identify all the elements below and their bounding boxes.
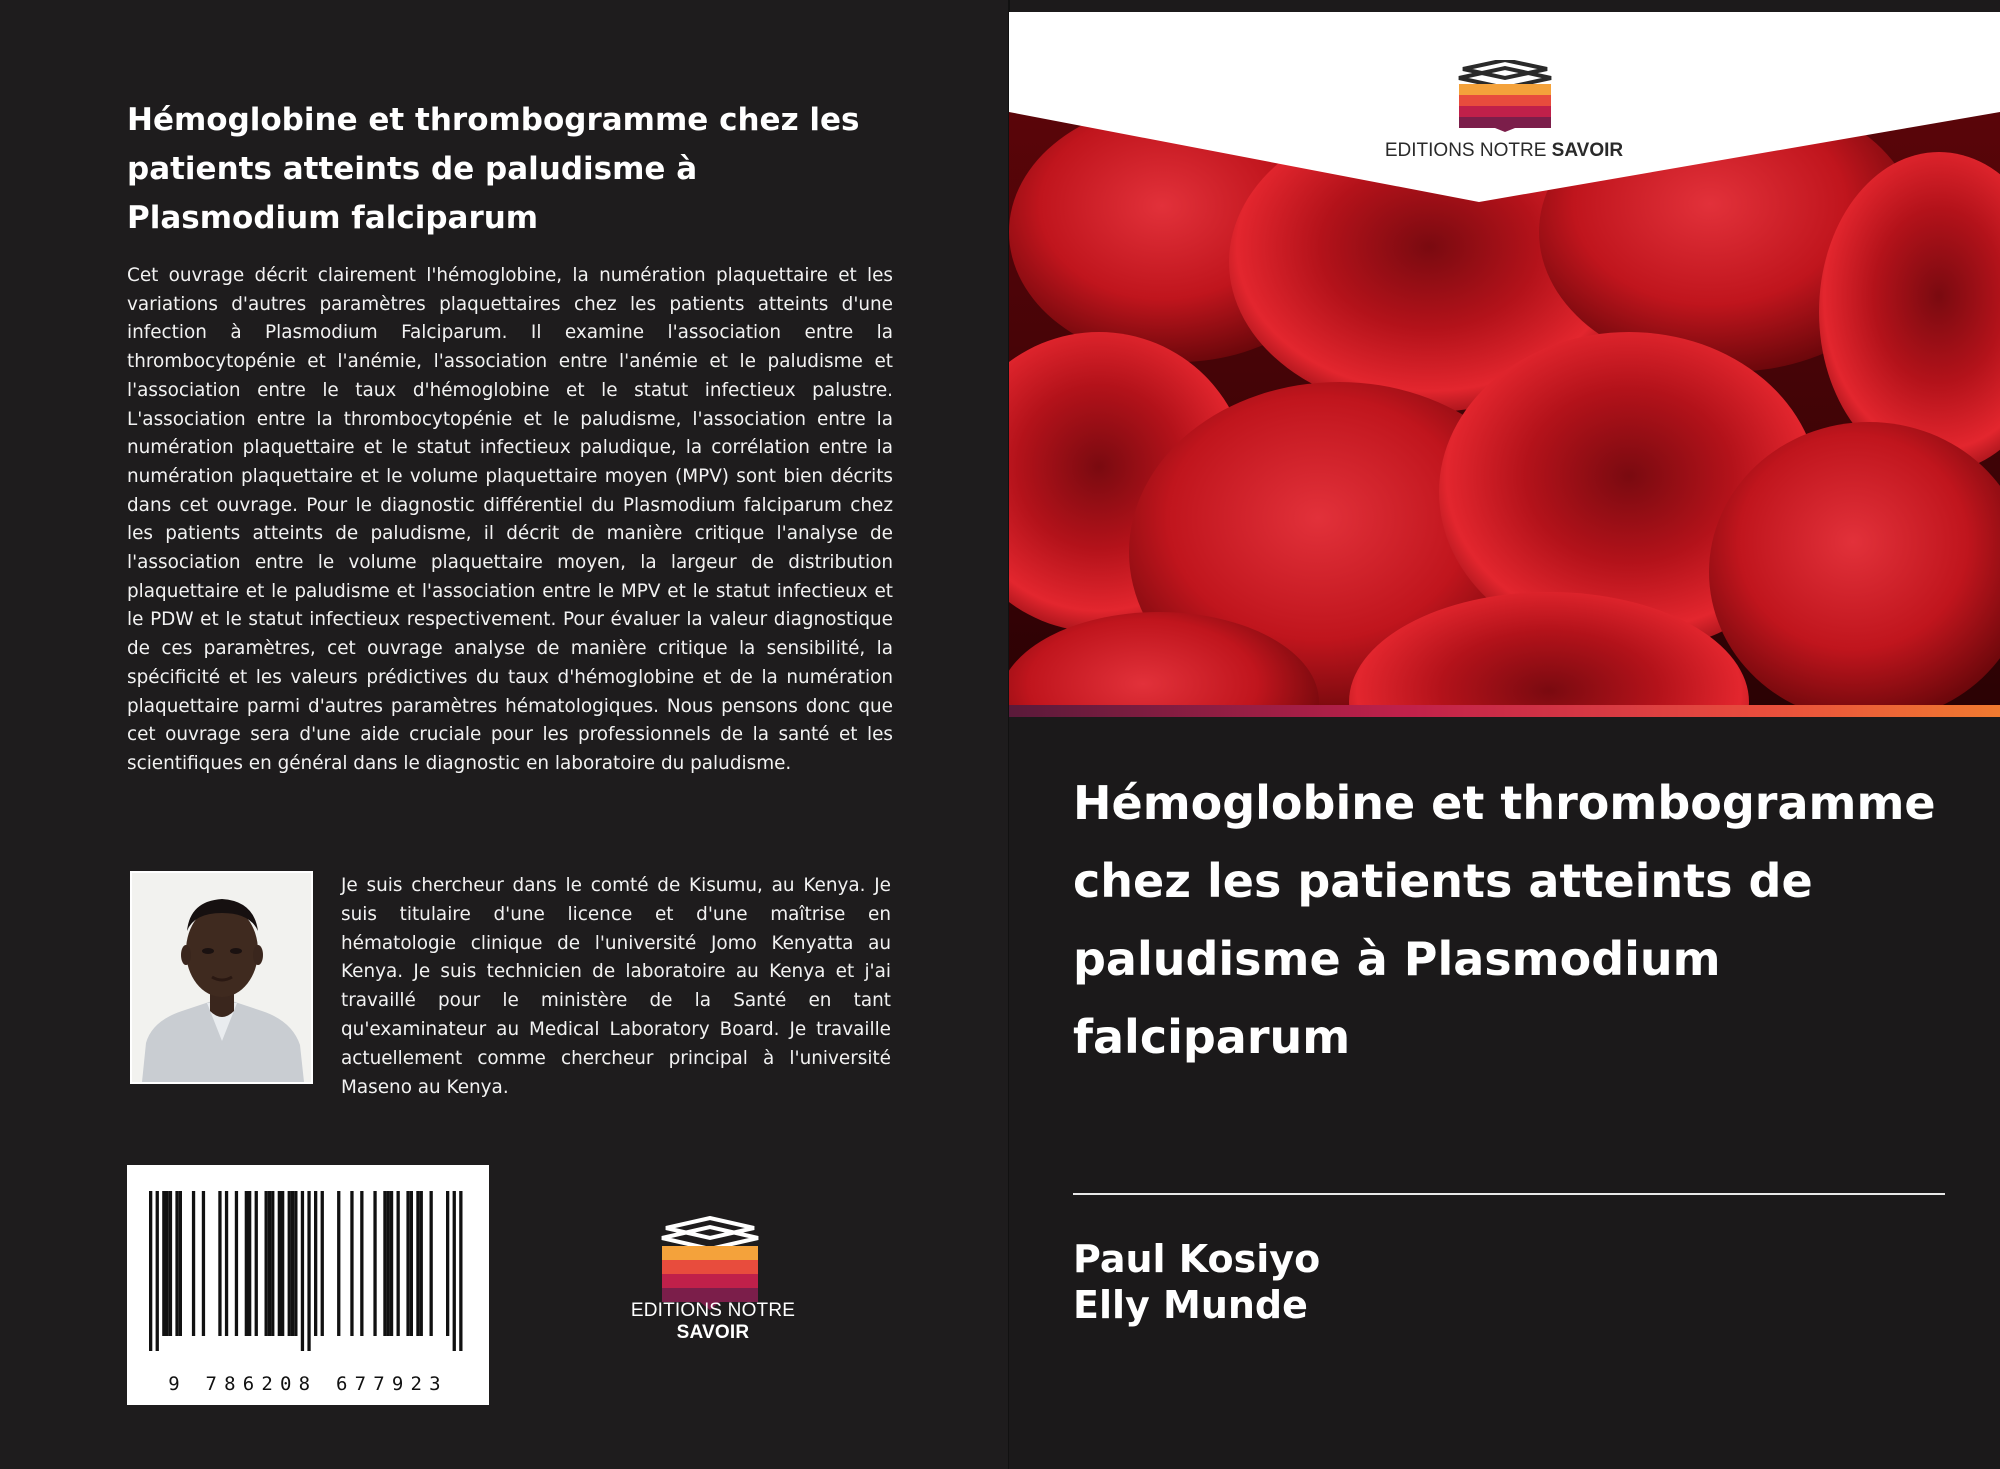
publisher-name-front: EDITIONS NOTRE SAVOIR [1384,140,1624,161]
barcode-bar [373,1191,376,1336]
book-description: Cet ouvrage décrit clairement l'hémoglobine, la numération plaquettaire et les variations d'autres paramètres plaquettaires chez les patients atteints d'une infection à Plasmodium Falciparum. Il examine l'association entre la thrombocytopénie et l'anémie, l'association entre l'anémie et le paludisme et l'association entre le taux d'hémoglobine et le statut infectieux palustre. L'association entre la thrombocytopénie et le paludisme, l'association entre la numération plaquettaire et le statut infectieux paludique, la corrélation entre la numération plaquettaire et le volume plaquettaire moyen (MPV) sont bien décrits dans cet ouvrage. Pour le diagnostic différentiel du Plasmodium falciparum chez les patients atteints de paludisme, il décrit de manière critique l'analyse de l'association entre le volume plaquettaire moyen, la largeur de distribution plaquettaire et le paludisme et l'association entre le MPV et le statut infectieux et le PDW et le statut infectieux respectivement. Pour évaluer la valeur diagnostique de ces paramètres, cet ouvrage analyse de manière critique la sensibilité, la spécificité et les valeurs prédictives du taux d'hémoglobine et de la numération plaquettaire parmi d'autres paramètres hématologiques. Nous pensons donc que cet ouvrage sera d'une aide cruciale pour les professionnels de la santé et les scientifiques en général dans le diagnostic en laboratoire du paludisme. [127,265,893,774]
barcode-bar [162,1191,165,1336]
author-name-2: Elly Munde [1073,1283,1308,1327]
barcode-bar [288,1191,291,1336]
barcode-bar [175,1191,178,1336]
barcode-bar [202,1191,205,1336]
author-photo [130,871,313,1084]
author-portrait [132,873,311,1082]
front-cover [1009,12,2000,1469]
barcode-bar [420,1191,423,1336]
barcode-bar [271,1191,274,1336]
barcode-bar [149,1191,152,1351]
barcode-bar [179,1191,182,1336]
publisher-logo-front [1457,60,1553,132]
barcode-bar [291,1191,294,1336]
barcode-bar [350,1191,353,1336]
barcode-bar [406,1191,409,1336]
back-cover-title: Hémoglobine et thrombogramme chez les patients atteints de paludisme à Plasmodium falciparum [127,102,860,236]
barcode-bar [337,1191,340,1336]
barcode-bar [245,1191,248,1336]
author-name-1: Paul Kosiyo [1073,1237,1321,1281]
front-cover-title: Hémoglobine et thrombogramme chez les patients atteints de paludisme à Plasmodium falciparum [1073,776,1936,1064]
barcode-bar [321,1191,324,1336]
barcode-bar [430,1191,433,1336]
barcode-bar [446,1191,449,1336]
barcode-bar [281,1191,284,1336]
barcode-bar [248,1191,251,1336]
barcode-bar [192,1191,195,1336]
barcode-bar [360,1191,363,1336]
barcode-bar [416,1191,419,1336]
barcode-bar [459,1191,462,1351]
isbn-barcode [127,1165,489,1405]
barcode-bar [314,1191,317,1336]
barcode-bar [225,1191,228,1336]
barcode-bar [397,1191,400,1336]
barcode-bar [278,1191,281,1336]
barcode-bar [301,1191,304,1351]
isbn-number: 9 786208 677923 [168,1373,448,1395]
barcode-bar [255,1191,258,1336]
barcode-bars [127,1165,489,1360]
divider [1073,1193,1945,1195]
barcode-bar [383,1191,386,1336]
author-biography: Je suis chercheur dans le comté de Kisumu, au Kenya. Je suis titulaire d'une licence et d'une maîtrise en hématologie clinique de l'université Jomo Kenyatta au Kenya. Je suis technicien de laboratoire au Kenya et j'ai travaillé pour le ministère de la Santé en tant qu'examinateur au Medical Laboratory Board. Je travaille actuellement comme chercheur principal à l'université Maseno au Kenya. [341,875,891,1098]
barcode-bar [156,1191,159,1351]
barcode-bar [218,1191,221,1336]
barcode-bar [453,1191,456,1351]
barcode-bar [235,1191,238,1336]
barcode-bar [410,1191,413,1336]
barcode-bar [265,1191,268,1336]
barcode-bar [268,1191,271,1336]
barcode-bar [307,1191,310,1351]
barcode-bar [390,1191,393,1336]
barcode-bar [169,1191,172,1336]
barcode-bar [166,1191,169,1336]
barcode-bar [387,1191,390,1336]
stacked-books-icon [1459,60,1551,132]
stacked-books-icon [662,1218,758,1310]
publisher-name-back: EDITIONS NOTRE SAVOIR [630,1300,796,1343]
barcode-bar [294,1191,297,1336]
